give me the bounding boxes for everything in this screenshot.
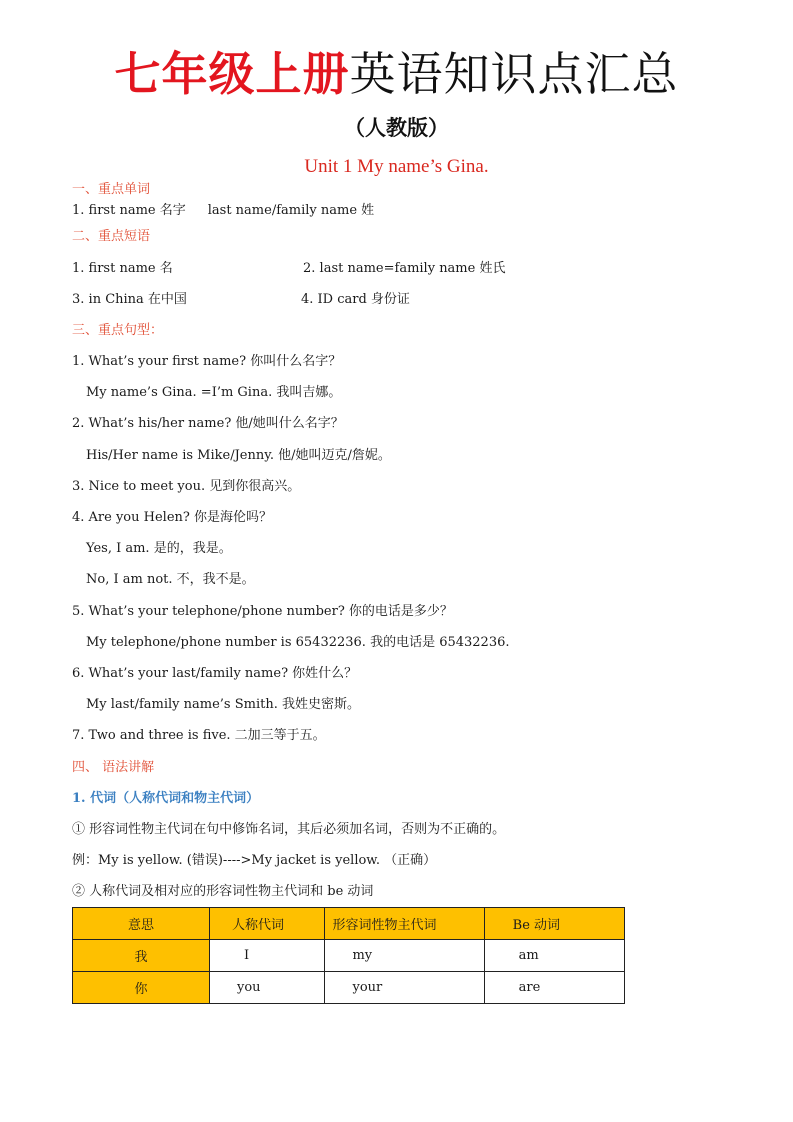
phrase-item: 1. first name 名 <box>72 261 173 276</box>
table-cell <box>210 940 325 972</box>
section-heading-words: 一、重点单词 <box>72 182 151 197</box>
table-cell <box>73 972 210 1004</box>
sentence-answer: His/Her name is Mike/Jenny. 他/她叫迈克/詹妮。 <box>86 448 391 463</box>
section-heading-phrases: 二、重点短语 <box>72 229 151 244</box>
header-label: 意思 <box>127 918 154 933</box>
sentence-answer: My last/family name’s Smith. 我姓史密斯。 <box>86 697 360 712</box>
phrase-item: 4. ID card 身份证 <box>301 292 410 307</box>
sentence-answer: My telephone/phone number is 65432236. 我的电话是 65432236. <box>86 635 510 650</box>
table-cell <box>484 972 624 1004</box>
word-item: 1. first name 名字 <box>72 203 186 218</box>
grammar-heading: 1. 代词（人称代词和物主代词） <box>72 791 260 806</box>
page-title-black: 英语知识点汇总 <box>349 47 679 101</box>
cell-text: your <box>352 980 383 995</box>
section-heading-sentences: 三、重点句型： <box>72 323 164 338</box>
cell-text: you <box>237 980 261 995</box>
page-subtitle: （人教版） <box>344 115 449 140</box>
header-label: 人称代词 <box>232 918 285 933</box>
sentence-question: 5. What’s your telephone/phone number? 你的电话是多少？ <box>72 604 453 619</box>
table-cell <box>73 940 210 972</box>
table-header-cell <box>210 908 325 940</box>
header-label: Be 动词 <box>512 918 561 933</box>
word-item: last name/family name 姓 <box>207 203 375 218</box>
sentence-question: 6. What’s your last/family name? 你姓什么？ <box>72 666 358 681</box>
cell-text: I <box>244 948 250 963</box>
page-title <box>0 44 793 104</box>
table-row <box>73 972 625 1004</box>
cell-text: 我 <box>134 950 148 965</box>
unit-title: Unit 1 My name’s Gina. <box>304 156 489 177</box>
sentence-question: 7. Two and three is five. 二加三等于五。 <box>72 728 326 743</box>
table-cell <box>484 940 624 972</box>
table-row <box>73 940 625 972</box>
sentence-answer: My name’s Gina. =I’m Gina. 我叫吉娜。 <box>86 385 342 400</box>
table-cell <box>325 940 484 972</box>
table-header-cell <box>325 908 484 940</box>
grammar-rule: ② 人称代词及相对应的形容词性物主代词和 be 动词 <box>72 884 374 899</box>
table-header-cell <box>73 908 210 940</box>
sentence-question: 1. What’s your first name? 你叫什么名字？ <box>72 354 342 369</box>
phrase-row <box>72 291 632 309</box>
table-header-cell <box>484 908 624 940</box>
cell-text: am <box>518 948 539 963</box>
words-line <box>72 202 374 220</box>
grammar-example: 例：My is yellow. (错误)---->My jacket is yellow. （正确） <box>72 853 437 868</box>
phrase-item: 3. in China 在中国 <box>72 292 187 307</box>
page-title-red: 七年级上册 <box>114 47 350 101</box>
phrase-row <box>72 260 632 278</box>
pronoun-table <box>72 907 625 1004</box>
sentence-question: 3. Nice to meet you. 见到你很高兴。 <box>72 479 301 494</box>
phrase-item: 2. last name=family name 姓氏 <box>303 261 506 276</box>
sentence-question: 2. What’s his/her name? 他/她叫什么名字？ <box>72 416 344 431</box>
sentence-answer: Yes, I am. 是的，我是。 <box>86 541 232 556</box>
cell-text: are <box>518 980 541 995</box>
sentence-answer: No, I am not. 不，我不是。 <box>86 572 255 587</box>
cell-text: 你 <box>134 982 148 997</box>
grammar-rule: ① 形容词性物主代词在句中修饰名词，其后必须加名词，否则为不正确的。 <box>72 822 506 837</box>
table-cell <box>325 972 484 1004</box>
table-cell <box>210 972 325 1004</box>
cell-text: my <box>352 948 373 963</box>
table-header-row <box>73 908 625 940</box>
header-label: 形容词性物主代词 <box>332 918 437 933</box>
section-heading-grammar: 四、 语法讲解 <box>72 760 155 775</box>
sentence-question: 4. Are you Helen? 你是海伦吗？ <box>72 510 272 525</box>
